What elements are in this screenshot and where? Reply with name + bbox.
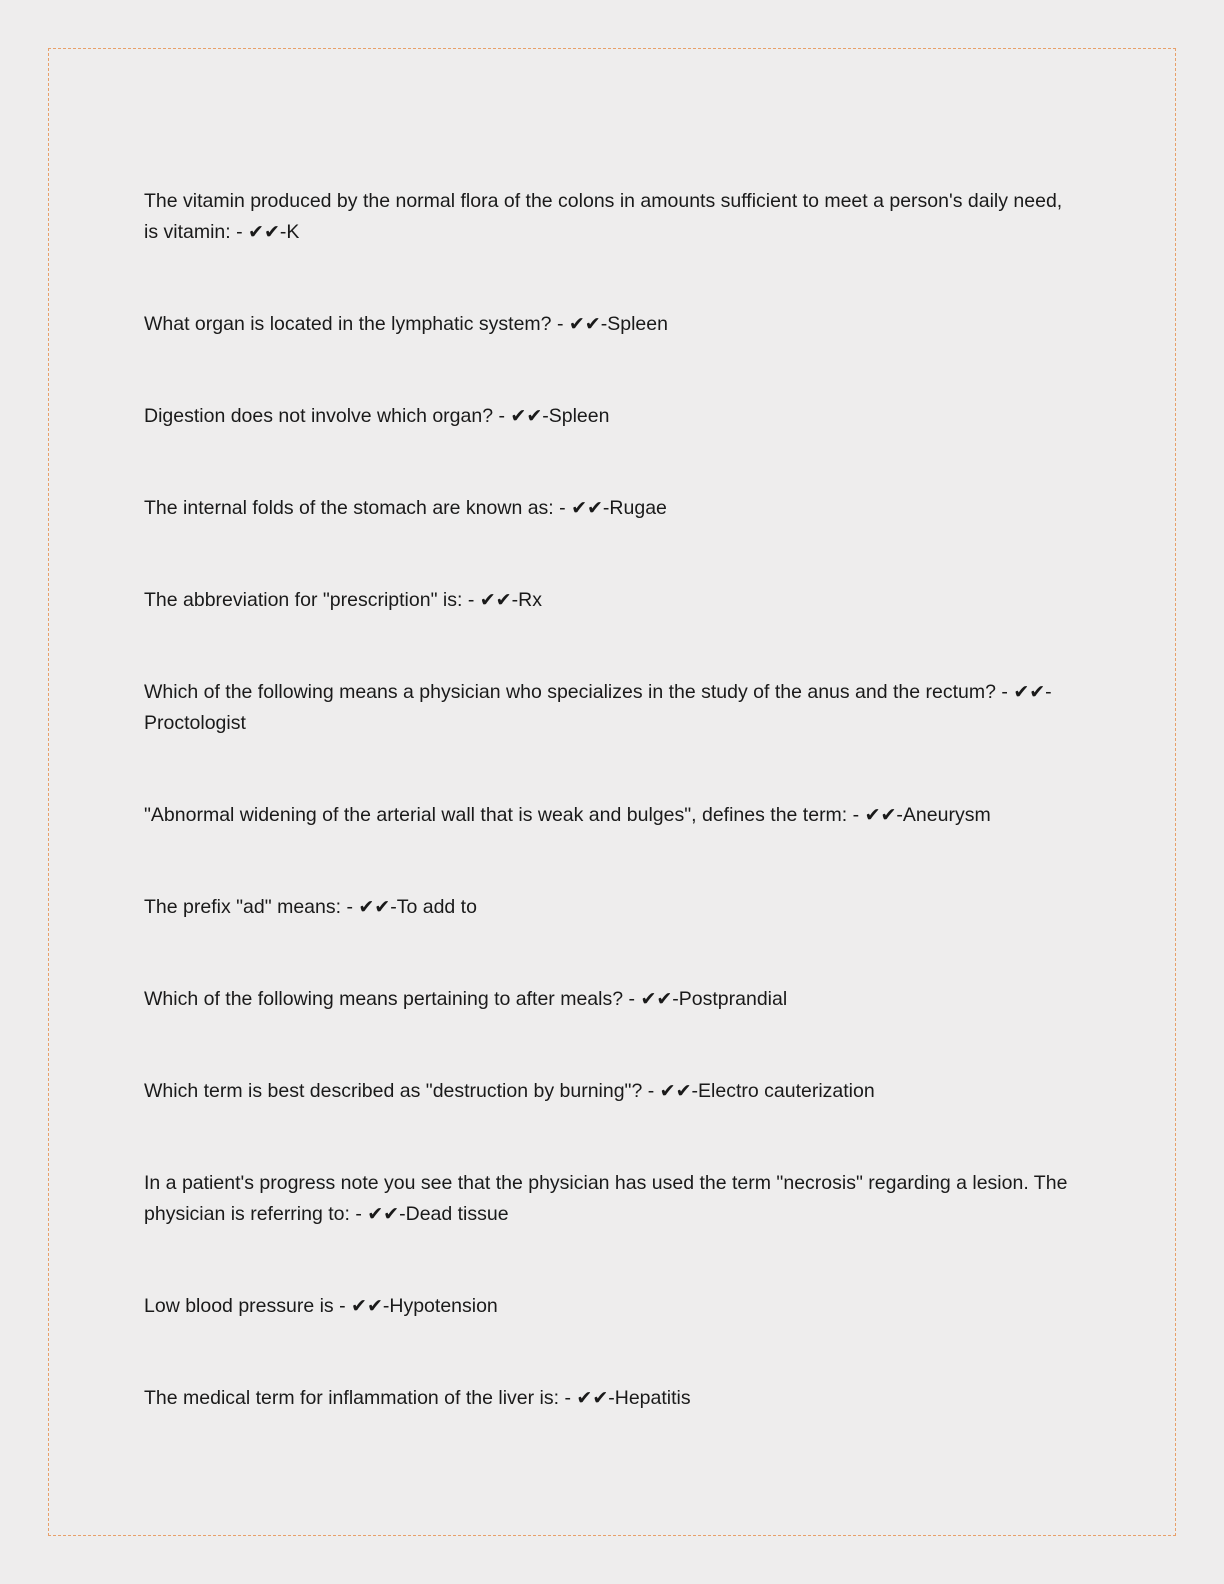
qa-item-4: [144, 493, 1074, 524]
double-check-icon: ✔✔: [479, 589, 512, 611]
qa-item-11: [144, 1168, 1074, 1230]
separator: -: [542, 405, 549, 427]
qa-item-7: [144, 800, 1074, 831]
answer-text: Proctologist: [144, 712, 246, 734]
separator: -: [511, 589, 519, 611]
separator: -: [608, 1387, 615, 1409]
answer-text: Hypotension: [389, 1295, 498, 1317]
separator: -: [896, 804, 903, 826]
separator: -: [390, 896, 397, 918]
question-text: Which term is best described as "destruction by burning"?: [144, 1080, 643, 1102]
separator: -: [691, 1080, 699, 1102]
separator: -: [236, 221, 243, 243]
separator: -: [1001, 681, 1008, 703]
separator: -: [279, 221, 287, 243]
answer-text: Electro cauterization: [698, 1080, 875, 1102]
double-check-icon: ✔✔: [367, 1203, 400, 1225]
answer-text: Rugae: [609, 497, 667, 519]
double-check-icon: ✔✔: [568, 313, 601, 335]
question-text: What organ is located in the lymphatic system?: [144, 313, 552, 335]
separator: -: [1045, 681, 1052, 703]
separator: -: [600, 313, 608, 335]
separator: -: [382, 1295, 390, 1317]
double-check-icon: ✔✔: [248, 221, 280, 243]
qa-item-13: [144, 1383, 1074, 1414]
separator: -: [355, 1203, 362, 1225]
question-text: The abbreviation for "prescription" is:: [144, 589, 463, 611]
double-check-icon: ✔✔: [358, 896, 391, 918]
double-check-icon: ✔✔: [351, 1295, 383, 1317]
question-text: Digestion does not involve which organ?: [144, 405, 494, 427]
answer-text: To add to: [396, 896, 477, 918]
double-check-icon: ✔✔: [1013, 681, 1046, 703]
double-check-icon: ✔✔: [576, 1387, 609, 1409]
qa-item-5: [144, 585, 1074, 616]
question-text: The internal folds of the stomach are known as:: [144, 497, 554, 519]
question-answer-list: [144, 186, 1074, 1475]
question-text: Low blood pressure is: [144, 1295, 334, 1317]
separator: -: [498, 405, 505, 427]
separator: -: [602, 497, 610, 519]
separator: -: [564, 1387, 571, 1409]
qa-item-10: [144, 1076, 1074, 1107]
answer-text: Spleen: [548, 405, 610, 427]
double-check-icon: ✔✔: [510, 405, 543, 427]
question-text: In a patient's progress note you see that the physician has used the term "necrosis" regarding a lesion. The physician is referring to:: [144, 1172, 1068, 1225]
separator: -: [672, 988, 679, 1010]
separator: -: [399, 1203, 406, 1225]
answer-text: K: [286, 221, 300, 243]
double-check-icon: ✔✔: [659, 1080, 692, 1102]
answer-text: Aneurysm: [902, 804, 991, 826]
separator: -: [628, 988, 636, 1010]
qa-item-9: [144, 984, 1074, 1015]
qa-item-3: [144, 401, 1074, 432]
question-text: "Abnormal widening of the arterial wall that is weak and bulges", defines the term:: [144, 804, 848, 826]
separator: -: [339, 1295, 346, 1317]
answer-text: Hepatitis: [614, 1387, 691, 1409]
answer-text: Dead tissue: [405, 1203, 509, 1225]
question-text: The medical term for inflammation of the liver is:: [144, 1387, 560, 1409]
double-check-icon: ✔✔: [571, 497, 603, 519]
separator: -: [556, 313, 564, 335]
question-text: Which of the following means a physician who specializes in the study of the anus and the rectum?: [144, 681, 996, 703]
qa-item-8: [144, 892, 1074, 923]
question-text: Which of the following means pertaining to after meals?: [144, 988, 624, 1010]
answer-text: Postprandial: [678, 988, 788, 1010]
question-text: The vitamin produced by the normal flora of the colons in amounts sufficient to meet a person's daily need, is vitamin:: [144, 190, 1063, 243]
separator: -: [467, 589, 475, 611]
answer-text: Spleen: [607, 313, 668, 335]
qa-item-12: [144, 1291, 1074, 1322]
answer-text: Rx: [518, 589, 542, 611]
qa-item-1: [144, 186, 1074, 248]
qa-item-2: [144, 309, 1074, 340]
separator: -: [647, 1080, 655, 1102]
double-check-icon: ✔✔: [864, 804, 897, 826]
question-text: The prefix "ad" means:: [144, 896, 342, 918]
double-check-icon: ✔✔: [640, 988, 673, 1010]
qa-item-6: [144, 677, 1074, 739]
separator: -: [559, 497, 566, 519]
separator: -: [852, 804, 860, 826]
separator: -: [346, 896, 353, 918]
